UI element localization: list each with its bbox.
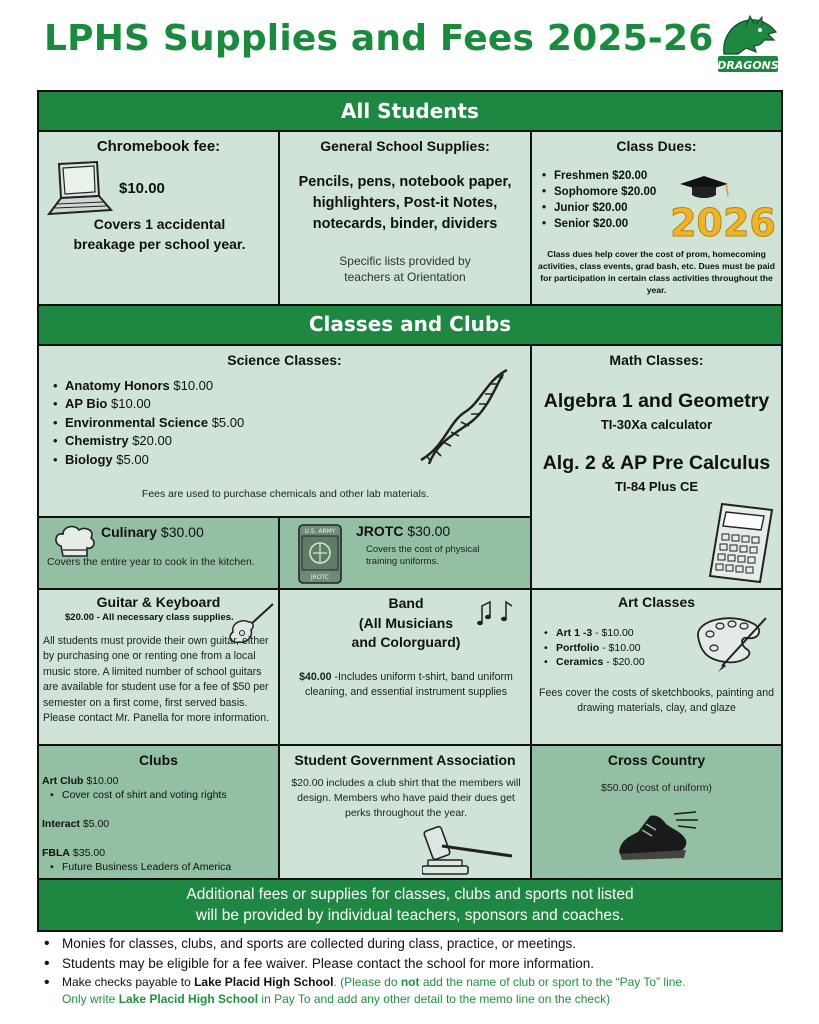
art-list [544, 626, 645, 670]
science-classes-cell [39, 346, 532, 518]
clubs-title: Clubs [139, 752, 178, 768]
dna-icon [415, 366, 511, 466]
jrotc-name: JROTC [356, 523, 404, 539]
art-club-line: Art Club $10.00 [42, 775, 119, 787]
gavel-icon [422, 826, 516, 876]
band-title-line2: (All Musicians [358, 614, 454, 631]
culinary-note: Covers the entire year to cook in the kitchen. [47, 556, 255, 568]
list-item: • Ceramics - $20.00 [544, 655, 645, 670]
jrotc-price: $30.00 [407, 523, 451, 539]
patch-top-text: U.S. ARMY [304, 528, 336, 535]
laptop-icon [45, 160, 113, 218]
footer-notes [40, 934, 800, 1008]
guitar-title: Guitar & Keyboard [96, 594, 221, 610]
supplies-line1: Pencils, pens, notebook paper, [298, 174, 512, 190]
chromebook-note-line1: Covers 1 accidental [93, 216, 226, 232]
class-dues-title: Class Dues: [616, 138, 697, 154]
supplies-note-line2: teachers at Orientation [344, 270, 466, 284]
supplies-line2: highlighters, Post-it Notes, [312, 195, 498, 211]
graduation-cap-icon [670, 176, 776, 244]
patch-bottom-text: JROTC [310, 574, 330, 581]
math-calc1: TI-30Xa calculator [600, 417, 713, 432]
list-item: • Biology $5.00 [53, 451, 244, 469]
sga-title: Student Government Association [294, 752, 516, 768]
logo-text: DRAGONS [717, 59, 779, 72]
jrotc-note-line1: Covers the cost of physical [366, 544, 480, 555]
guitar-body: All students must provide their own guitar, either by purchasing one or renting one from a local music store. A limited number of school guitars are available for student use for a fee of $50 per semester on a first come, first served basis. Please contact Mr. Panella for more information. [43, 635, 270, 725]
list-item: • Anatomy Honors $10.00 [53, 377, 244, 395]
chef-hat-icon [53, 524, 97, 560]
list-item: • Freshmen $20.00 [542, 168, 656, 184]
page-title: LPHS Supplies and Fees 2025-26 [44, 18, 714, 59]
list-item: • Future Business Leaders of America [50, 860, 278, 874]
list-item: • Chemistry $20.00 [53, 432, 244, 450]
culinary-name: Culinary [101, 524, 158, 540]
art-note: Fees cover the costs of sketchbooks, painting and drawing materials, clay, and glaze [539, 687, 774, 714]
list-item: • Cover cost of shirt and voting rights [50, 788, 278, 802]
footer-bullet-2: • Students may be eligible for a fee waiver. Please contact the school for more information. [40, 954, 800, 974]
band-note: $40.00 -Includes uniform t-shirt, band uniform cleaning, and essential instrument supplies [299, 671, 513, 698]
list-item: • Sophomore $20.00 [542, 184, 656, 200]
dragon-logo-icon [716, 14, 780, 74]
sga-note: $20.00 includes a club shirt that the members will design. Members who have paid their dues get perks throughout the year. [291, 777, 521, 819]
art-title: Art Classes [617, 594, 696, 610]
sga-cell [280, 746, 532, 880]
music-notes-icon [476, 596, 516, 628]
army-patch-icon [298, 524, 342, 584]
xc-title: Cross Country [607, 752, 706, 768]
section-header-classes-clubs: Classes and Clubs [39, 306, 781, 346]
culinary-price: $30.00 [160, 524, 204, 540]
science-list [53, 377, 244, 469]
section-header-all-students: All Students [39, 92, 781, 132]
guitar-price-line: $20.00 - All necessary class supplies. [65, 612, 234, 623]
footer-bullet-3: • Make checks payable to Lake Placid High School. (Please do not add the name of club or sport to the “Pay To” line. Only write Lake Placid High School in Pay To and add any other detail to the memo line on the check) [40, 974, 800, 1008]
art-classes-cell [532, 590, 781, 746]
math-course2: Alg. 2 & AP Pre Calculus [542, 452, 771, 474]
band-title-line1: Band [388, 595, 424, 611]
guitar-keyboard-cell [39, 590, 280, 746]
banner-line2: will be provided by individual teachers, sponsors and coaches. [195, 907, 625, 924]
supplies-line3: notecards, binder, dividers [312, 216, 498, 232]
list-item: • Junior $20.00 [542, 200, 656, 216]
cross-country-cell [532, 746, 781, 880]
chromebook-price: $10.00 [119, 180, 165, 197]
list-item: • AP Bio $10.00 [53, 395, 244, 413]
general-supplies-title: General School Supplies: [320, 138, 490, 154]
class-dues-note: Class dues help cover the cost of prom, homecoming activities, class events, grad bash, etc. Dues must be paid for participation in certain class activities throughout the year. [538, 249, 775, 295]
chromebook-note-line2: breakage per school year. [73, 236, 246, 252]
interact-line: Interact $5.00 [42, 818, 110, 830]
jrotc-cell [280, 518, 532, 590]
band-cell [280, 590, 532, 746]
running-shoe-icon [616, 810, 698, 864]
clubs-cell [39, 746, 280, 880]
fbla-line: FBLA $35.00 [42, 847, 106, 859]
footer-bullet-1: • Monies for classes, clubs, and sports are collected during class, practice, or meetings. [40, 934, 800, 954]
list-item: • Environmental Science $5.00 [53, 414, 244, 432]
chromebook-cell [39, 132, 280, 306]
math-calc2: TI-84 Plus CE [614, 479, 699, 494]
general-supplies-cell [280, 132, 532, 306]
xc-note: $50.00 (cost of uniform) [601, 782, 712, 794]
list-item: • Senior $20.00 [542, 216, 656, 232]
class-dues-list [542, 168, 656, 232]
culinary-cell [39, 518, 280, 590]
science-note: Fees are used to purchase chemicals and other lab materials. [141, 488, 430, 500]
science-title: Science Classes: [227, 352, 342, 368]
chromebook-title: Chromebook fee: [96, 138, 221, 155]
band-title-line3: and Colorguard) [351, 634, 461, 650]
supplies-note-line1: Specific lists provided by [339, 254, 471, 268]
banner-line1: Additional fees or supplies for classes, clubs and sports not listed [186, 886, 634, 903]
math-title: Math Classes: [609, 352, 704, 368]
math-course1: Algebra 1 and Geometry [543, 390, 770, 412]
year-2026-graphic: 2026 [670, 201, 776, 244]
math-classes-cell [532, 346, 781, 590]
list-item: • Portfolio - $10.00 [544, 641, 645, 656]
calculator-icon [708, 502, 774, 584]
fees-table [37, 90, 783, 932]
jrotc-note-line2: training uniforms. [366, 556, 439, 567]
paint-palette-icon [692, 614, 768, 674]
list-item: • Art 1 -3 - $10.00 [544, 626, 645, 641]
additional-fees-banner [39, 880, 781, 930]
class-dues-cell [532, 132, 781, 306]
